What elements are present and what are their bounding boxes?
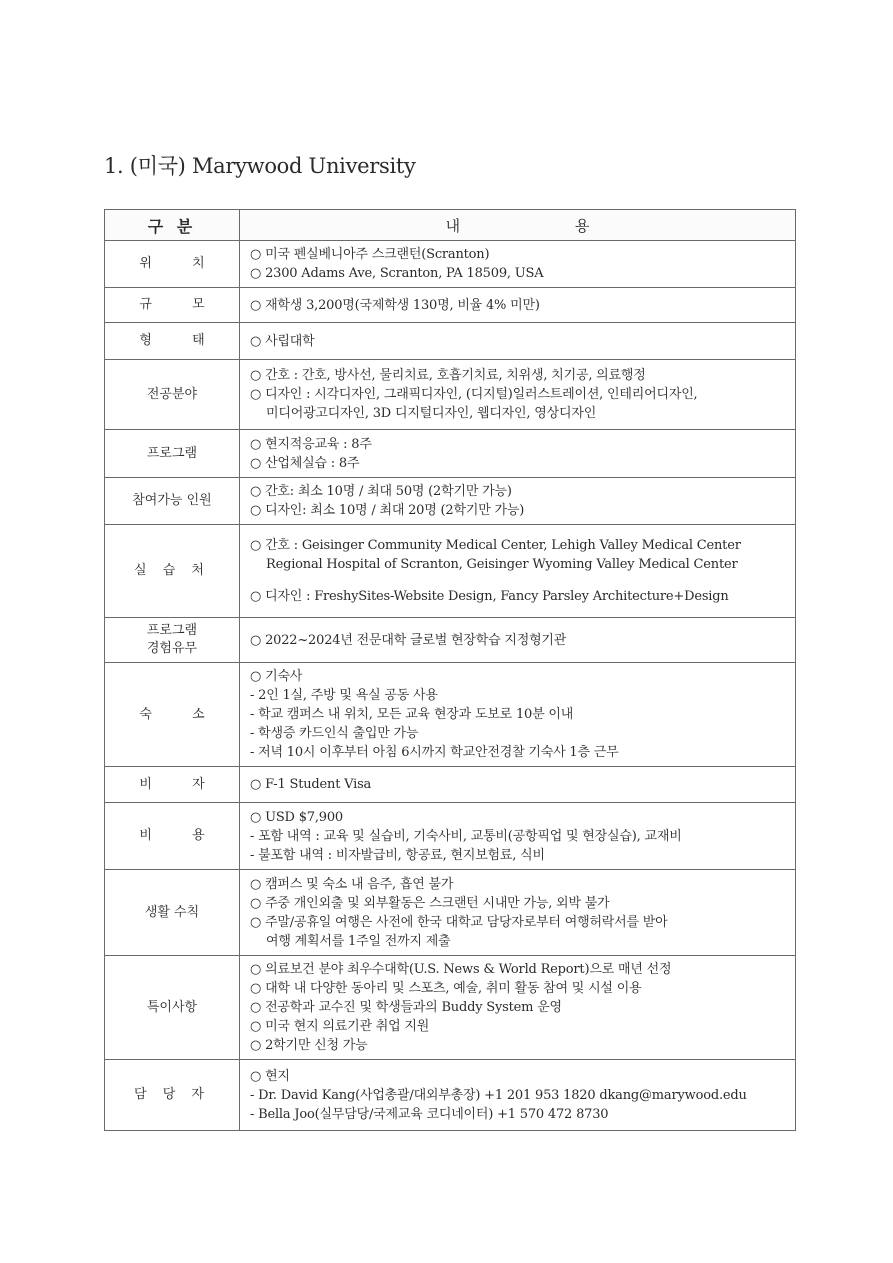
row-capacity: [105, 478, 796, 525]
header-content: 내 용: [240, 210, 796, 241]
row-rules: [105, 870, 796, 956]
program-info-table: [104, 209, 796, 1131]
row-location: [105, 241, 796, 288]
row-label: 형 태: [105, 323, 240, 360]
row-cost: [105, 803, 796, 870]
row-major: [105, 360, 796, 430]
row-content: ○ USD $7,900 - 포함 내역 : 교육 및 실습비, 기숙사비, 교통비(공항픽업 및 현장실습), 교재비 - 불포함 내역 : 비자발급비, 항공료, 현지보험료, 식비: [240, 803, 796, 870]
row-label: 담 당 자: [105, 1060, 240, 1131]
table-header-row: [105, 210, 796, 241]
row-label: 위 치: [105, 241, 240, 288]
row-content: ○ 캠퍼스 및 숙소 내 음주, 흡연 불가 ○ 주중 개인외출 및 외부활동은 스크랜턴 시내만 가능, 외박 불가 ○ 주말/공휴일 여행은 사전에 한국 대학교 담당자로부터 여행허락서를 받아 여행 계획서를 1주일 전까지 제출: [240, 870, 796, 956]
row-notes: [105, 956, 796, 1060]
row-label: 숙 소: [105, 663, 240, 767]
row-type: [105, 323, 796, 360]
row-label: 비 용: [105, 803, 240, 870]
row-label: 특이사항: [105, 956, 240, 1060]
row-content: ○ F-1 Student Visa: [240, 767, 796, 803]
header-category: 구 분: [105, 210, 240, 241]
row-label: 비 자: [105, 767, 240, 803]
row-content: ○ 사립대학: [240, 323, 796, 360]
row-content: ○ 미국 펜실베니아주 스크랜턴(Scranton) ○ 2300 Adams Ave, Scranton, PA 18509, USA: [240, 241, 796, 288]
row-program: [105, 430, 796, 478]
row-content: ○ 현지적응교육 : 8주 ○ 산업체실습 : 8주: [240, 430, 796, 478]
row-content: ○ 재학생 3,200명(국제학생 130명, 비율 4% 미만): [240, 288, 796, 323]
row-content: ○ 간호 : Geisinger Community Medical Center, Lehigh Valley Medical Center Regional Hospital of Scranton, Geisinger Wyoming Valley Medical Center ○ 디자인 : FreshySites-Website Design, Fancy Parsley Architecture+Design: [240, 525, 796, 618]
row-content: ○ 현지 - Dr. David Kang(사업총괄/대외부총장) +1 201 953 1820 dkang@marywood.edu - Bella Joo(실무담당/국제교육 코디네이터) +1 570 472 8730: [240, 1060, 796, 1131]
row-content: ○ 기숙사 - 2인 1실, 주방 및 욕실 공동 사용 - 학교 캠퍼스 내 위치, 모든 교육 현장과 도보로 10분 이내 - 학생증 카드인식 출입만 가능 - 저녁 10시 이후부터 아침 6시까지 학교안전경찰 기숙사 1층 근무: [240, 663, 796, 767]
row-content: ○ 간호 : 간호, 방사선, 물리치료, 호흡기치료, 치위생, 치기공, 의료행정 ○ 디자인 : 시각디자인, 그래픽디자인, (디지털)일러스트레이션, 인테리어디자인, 미디어광고디자인, 3D 디지털디자인, 웹디자인, 영상디자인: [240, 360, 796, 430]
row-content: ○ 2022~2024년 전문대학 글로벌 현장학습 지정형기관: [240, 618, 796, 663]
row-label: 프로그램: [105, 430, 240, 478]
row-label: 생활 수칙: [105, 870, 240, 956]
row-label: 규 모: [105, 288, 240, 323]
row-scale: [105, 288, 796, 323]
row-contact: [105, 1060, 796, 1131]
row-visa: [105, 767, 796, 803]
row-housing: [105, 663, 796, 767]
row-training-site: [105, 525, 796, 618]
row-label: 프로그램 경험유무: [105, 618, 240, 663]
row-label: 전공분야: [105, 360, 240, 430]
row-program-experience: [105, 618, 796, 663]
row-content: ○ 의료보건 분야 최우수대학(U.S. News & World Report)으로 매년 선정 ○ 대학 내 다양한 동아리 및 스포츠, 예술, 취미 활동 참여 및 시설 이용 ○ 전공학과 교수진 및 학생들과의 Buddy System 운영 ○ 미국 현지 의료기관 취업 지원 ○ 2학기만 신청 가능: [240, 956, 796, 1060]
row-label: 실 습 처: [105, 525, 240, 618]
page-title: 1. (미국) Marywood University: [104, 154, 416, 178]
row-content: ○ 간호: 최소 10명 / 최대 50명 (2학기만 가능) ○ 디자인: 최소 10명 / 최대 20명 (2학기만 가능): [240, 478, 796, 525]
row-label: 참여가능 인원: [105, 478, 240, 525]
